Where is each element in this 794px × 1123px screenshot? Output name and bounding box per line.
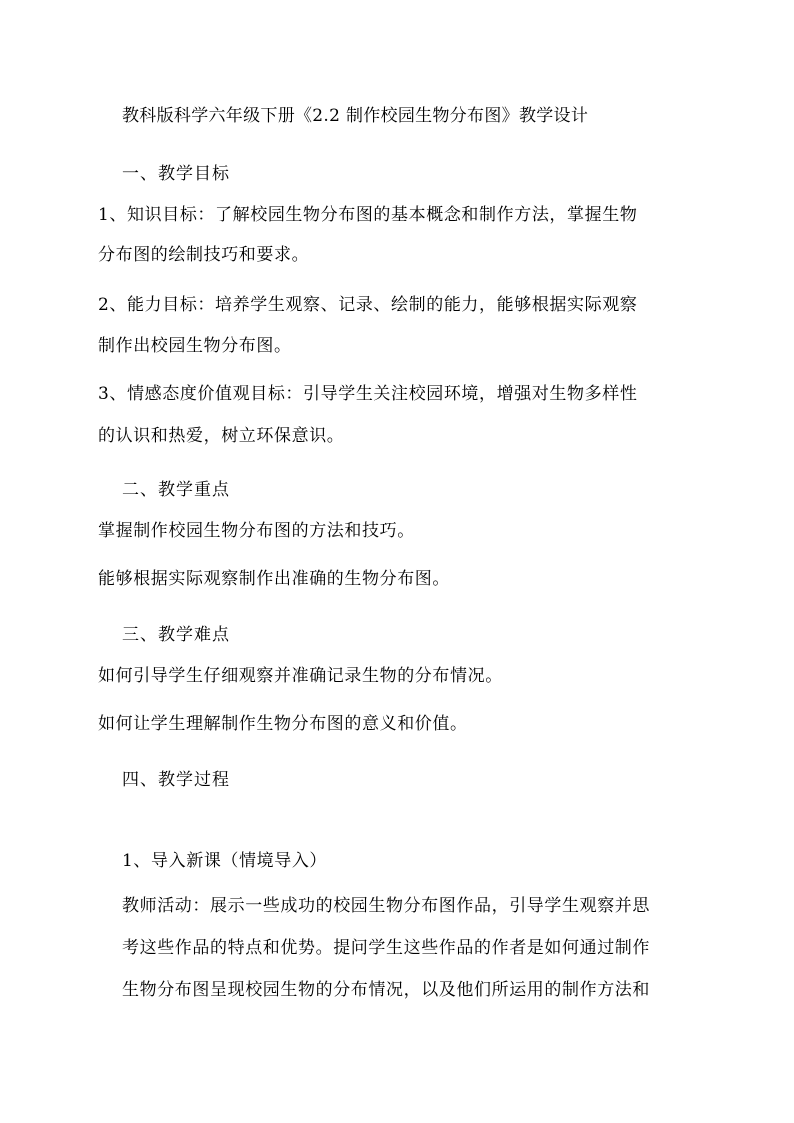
section-heading-key-points: 二、教学重点 bbox=[122, 480, 230, 500]
difficulty-1: 如何引导学生仔细观察并准确记录生物的分布情况。 bbox=[98, 666, 503, 686]
section-heading-difficulties: 三、教学难点 bbox=[122, 625, 230, 645]
key-point-1: 掌握制作校园生物分布图的方法和技巧。 bbox=[98, 521, 415, 541]
goal-3-line-2: 的认识和热爱，树立环保意识。 bbox=[98, 426, 345, 446]
goal-3-line-1: 3、情感态度价值观目标：引导学生关注校园环境，增强对生物多样性 bbox=[98, 384, 638, 404]
process-step-1-line-1: 教师活动：展示一些成功的校园生物分布图作品，引导学生观察并思 bbox=[122, 896, 650, 916]
key-point-2: 能够根据实际观察制作出准确的生物分布图。 bbox=[98, 569, 450, 589]
process-step-1-heading: 1、导入新课（情境导入） bbox=[122, 851, 328, 871]
section-heading-process: 四、教学过程 bbox=[122, 770, 230, 790]
goal-1-line-2: 分布图的绘制技巧和要求。 bbox=[98, 245, 310, 265]
goal-2-line-2: 制作出校园生物分布图。 bbox=[98, 336, 292, 356]
process-step-1-line-2: 考这些作品的特点和优势。提问学生这些作品的作者是如何通过制作 bbox=[122, 938, 650, 958]
goal-2-line-1: 2、能力目标：培养学生观察、记录、绘制的能力，能够根据实际观察 bbox=[98, 295, 638, 315]
goal-1-line-1: 1、知识目标：了解校园生物分布图的基本概念和制作方法，掌握生物 bbox=[98, 205, 638, 225]
process-step-1-line-3: 生物分布图呈现校园生物的分布情况，以及他们所运用的制作方法和 bbox=[122, 980, 650, 1000]
difficulty-2: 如何让学生理解制作生物分布图的意义和价值。 bbox=[98, 714, 468, 734]
document-title: 教科版科学六年级下册《2.2 制作校园生物分布图》教学设计 bbox=[122, 106, 589, 126]
section-heading-goals: 一、教学目标 bbox=[122, 164, 230, 184]
